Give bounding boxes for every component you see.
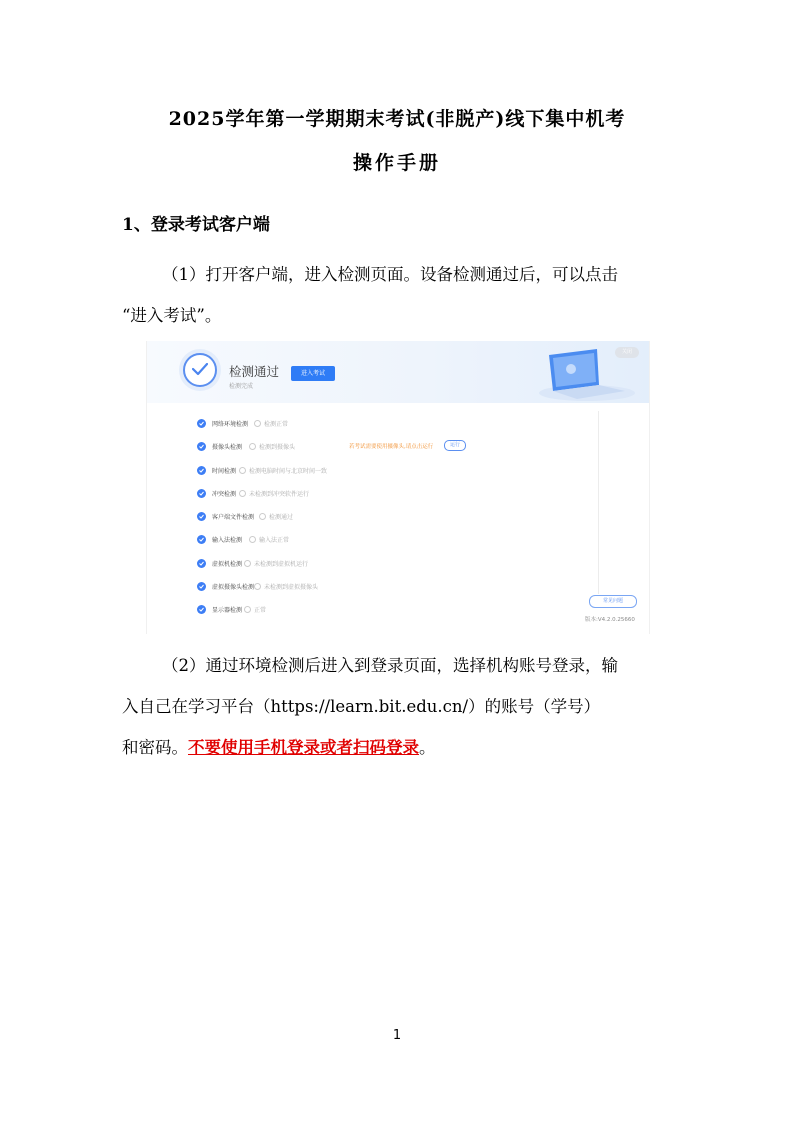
paragraph-step1 [122, 254, 674, 336]
detection-header [147, 341, 649, 403]
check-dot-icon [197, 512, 206, 521]
check-name: 网络环境检测 [212, 421, 249, 428]
page-number: 1 [392, 1028, 402, 1043]
check-status: 检测通过 [259, 512, 293, 521]
step2-line3-suffix: 。 [419, 738, 436, 757]
check-name: 显示器检测 [212, 607, 243, 615]
check-dot-icon [197, 466, 206, 475]
check-dot-icon [197, 605, 206, 614]
step2-line3 [122, 727, 674, 768]
check-status: 检测正常 [254, 419, 288, 428]
step1-line2: “进入考试”。 [122, 306, 222, 325]
check-name: 输入法检测 [212, 537, 243, 545]
run-camera-button[interactable]: 运行 [444, 440, 466, 451]
check-dot-icon [197, 535, 206, 544]
check-name: 虚拟机检测 [212, 560, 243, 568]
check-status: 检测电脑时间与北京时间一致 [239, 466, 327, 475]
login-warning: 不要使用手机登录或者扫码登录 [188, 738, 419, 757]
check-dot-icon [197, 442, 206, 451]
section-heading: 1、登录考试客户端 [122, 215, 270, 235]
version-label: 版本:V4.2.0.25660 [585, 617, 635, 623]
document-title-line1: 2025学年第一学期期末考试(非脱产)线下集中机考 [168, 108, 626, 130]
step1-line1: （1）打开客户端，进入检测页面。设备检测通过后，可以点击 [162, 265, 618, 284]
check-dot-icon [197, 419, 206, 428]
check-name: 时间检测 [212, 467, 237, 475]
check-status: 正常 [244, 605, 266, 614]
step2-line2: 入自己在学习平台（https://learn.bit.edu.cn/）的账号（学号） [122, 697, 601, 716]
check-name: 虚拟摄像头检测 [212, 584, 255, 592]
check-dot-icon [197, 559, 206, 568]
check-name: 客户端文件检测 [212, 514, 255, 522]
faq-button[interactable]: 常见问题 [589, 595, 637, 608]
paragraph-step2 [122, 645, 674, 768]
enter-exam-button[interactable]: 进入考试 [291, 366, 335, 381]
check-circle-icon [183, 353, 217, 387]
check-status: 未检测到虚拟机运行 [244, 559, 308, 568]
camera-warning: 若考试需要使用摄像头,请点击运行 [349, 444, 434, 451]
step2-line1: （2）通过环境检测后进入到登录页面，选择机构账号登录，输 [162, 656, 618, 675]
check-dot-icon [197, 582, 206, 591]
document-title-line2: 操作手册 [352, 152, 441, 174]
check-status: 输入法正常 [249, 535, 289, 544]
step2-line3-prefix: 和密码。 [122, 738, 188, 757]
detection-subtitle: 检测完成 [229, 383, 254, 390]
close-button[interactable]: 关闭 [615, 347, 639, 358]
detection-title: 检测通过 [229, 364, 280, 379]
divider [598, 411, 599, 594]
check-name: 摄像头检测 [212, 444, 243, 452]
check-dot-icon [197, 489, 206, 498]
check-name: 冲突检测 [212, 490, 237, 498]
check-status: 未检测到冲突软件运行 [239, 489, 309, 498]
check-status: 未检测到虚拟摄像头 [254, 582, 318, 591]
check-status: 检测到摄像头 [249, 442, 295, 451]
client-detection-screenshot [146, 341, 650, 634]
